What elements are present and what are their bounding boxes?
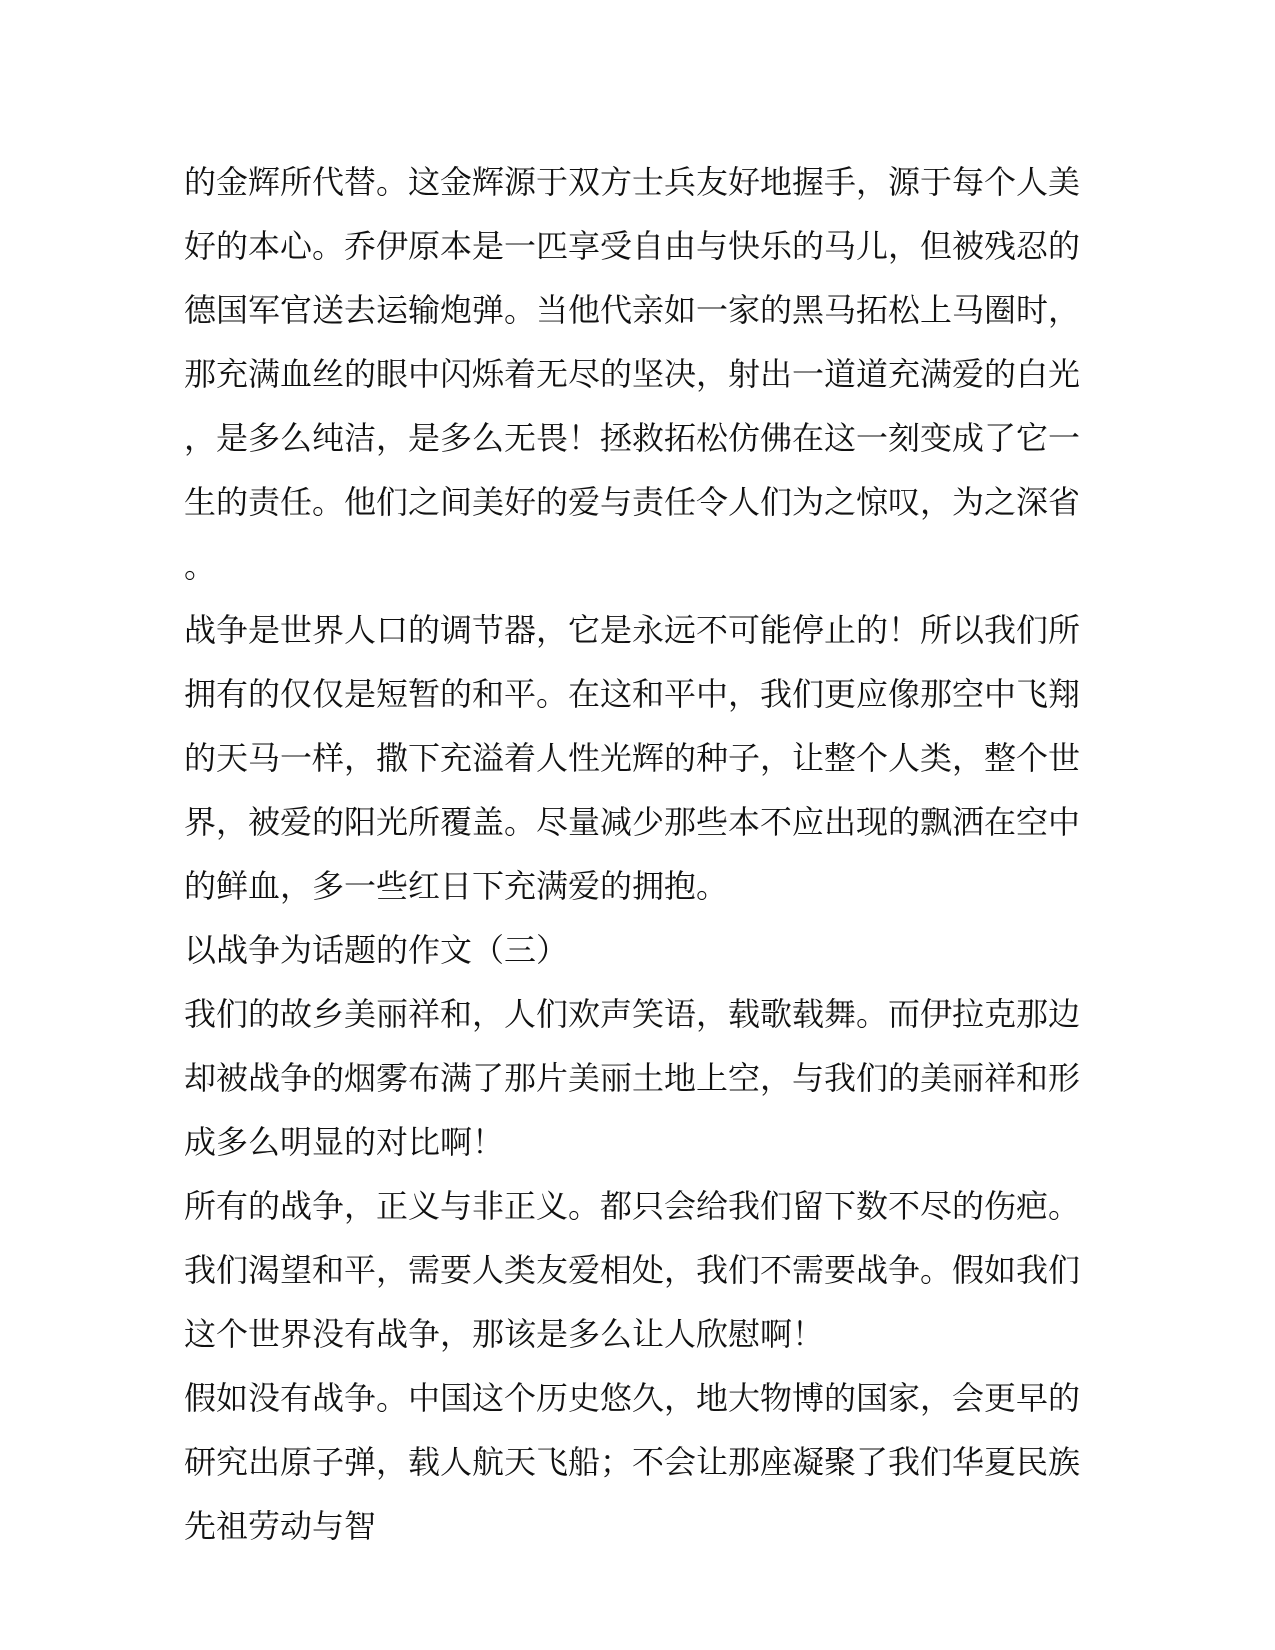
essay-text (184, 150, 1099, 1558)
paragraph-2: 战争是世界人口的调节器，它是永远不可能停止的！所以我们所拥有的仅仅是短暂的和平。在这和平中，我们更应像那空中飞翔的天马一样，撒下充溢着人性光辉的种子，让整个人类，整个世界，被爱的阳光所覆盖。尽量减少那些本不应出现的飘洒在空中的鲜血，多一些红日下充满爱的拥抱。 (184, 611, 1081, 905)
paragraph-1: 的金辉所代替。这金辉源于双方士兵友好地握手，源于每个人美好的本心。乔伊原本是一匹享受自由与快乐的马儿，但被残忍的德国军官送去运输炮弹。当他代亲如一家的黑马拓松上马圈时，那充满血丝的眼中闪烁着无尽的坚决，射出一道道充满爱的白光，是多么纯洁，是多么无畏！拯救拓松仿佛在这一刻变成了它一生的责任。他们之间美好的爱与责任令人们为之惊叹，为之深省。 (184, 163, 1081, 585)
paragraph-5: 假如没有战争。中国这个历史悠久，地大物博的国家，会更早的研究出原子弹，载人航天飞船；不会让那座凝聚了我们华夏民族先祖劳动与智 (184, 1379, 1081, 1545)
paragraph-3: 我们的故乡美丽祥和，人们欢声笑语，载歌载舞。而伊拉克那边却被战争的烟雾布满了那片美丽土地上空，与我们的美丽祥和形成多么明显的对比啊！ (184, 995, 1081, 1161)
section-heading: 以战争为话题的作文（三） (184, 931, 569, 969)
paragraph-4: 所有的战争，正义与非正义。都只会给我们留下数不尽的伤疤。我们渴望和平，需要人类友爱相处，我们不需要战争。假如我们这个世界没有战争，那该是多么让人欣慰啊！ (184, 1187, 1081, 1353)
